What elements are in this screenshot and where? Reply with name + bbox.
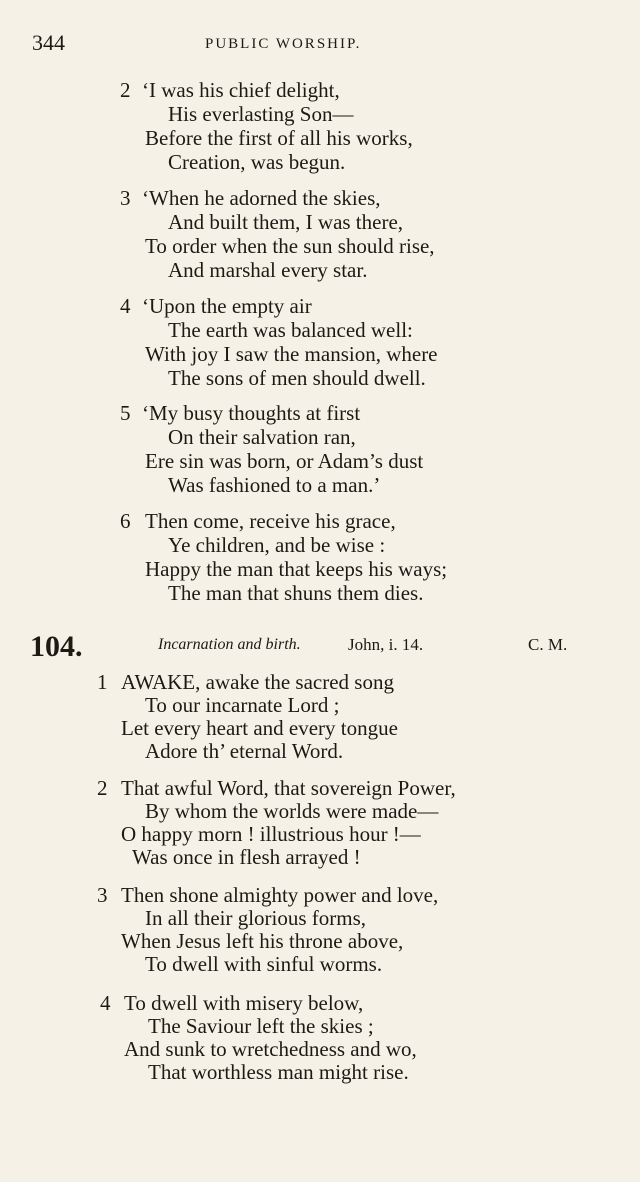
verse-line: That worthless man might rise.	[148, 1060, 409, 1084]
verse-line: His everlasting Son—	[168, 102, 354, 126]
verse-line: O happy morn ! illustrious hour !—	[121, 822, 421, 846]
verse-line: AWAKE, awake the sacred song	[121, 670, 394, 694]
verse-line: And marshal every star.	[168, 258, 368, 282]
verse-line: Ere sin was born, or Adam’s dust	[145, 449, 424, 473]
verse-line: Was once in flesh arrayed !	[132, 845, 361, 869]
running-head: PUBLIC WORSHIP.	[205, 36, 362, 52]
verse-line: Was fashioned to a man.’	[168, 473, 381, 497]
verse-number: 4	[100, 991, 111, 1015]
verse-line: ‘My busy thoughts at first	[142, 401, 361, 425]
verse-number: 5	[120, 401, 131, 425]
verse-number: 2	[97, 776, 108, 800]
page-number: 344	[32, 30, 65, 55]
verse-line: In all their glorious forms,	[145, 906, 367, 930]
verse-line: To dwell with sinful worms.	[145, 952, 383, 976]
hymn-number: 104.	[30, 630, 83, 663]
verse-line: When Jesus left his throne above,	[121, 929, 404, 953]
scripture-reference: John, i. 14.	[348, 635, 424, 654]
verse-line: ‘I was his chief delight,	[142, 78, 340, 102]
hymn-meter: C. M.	[528, 635, 568, 654]
verse-line: On their salvation ran,	[168, 425, 356, 449]
verse-number: 2	[120, 78, 131, 102]
verse-line: Then shone almighty power and love,	[121, 883, 439, 907]
verse-number: 4	[120, 294, 131, 318]
verse-line: ‘Upon the empty air	[142, 294, 312, 318]
verse-line: To order when the sun should rise,	[145, 234, 435, 258]
hymn-heading	[0, 630, 640, 663]
verse-number: 3	[97, 883, 108, 907]
verse-line: By whom the worlds were made—	[145, 799, 439, 823]
verse-number: 3	[120, 186, 131, 210]
verse-line: Creation, was begun.	[168, 150, 346, 174]
verse-line: Then come, receive his grace,	[145, 509, 396, 533]
verse-line: With joy I saw the mansion, where	[145, 342, 438, 366]
verse-number: 6	[120, 509, 131, 533]
verse-line: The sons of men should dwell.	[168, 366, 426, 390]
verse-line: ‘When he adorned the skies,	[142, 186, 381, 210]
verse-line: To our incarnate Lord ;	[145, 693, 340, 717]
verse-line: Adore th’ eternal Word.	[145, 739, 344, 763]
verse-line: That awful Word, that sovereign Power,	[121, 776, 456, 800]
verse-line: To dwell with misery below,	[124, 991, 364, 1015]
hymn-title: Incarnation and birth.	[158, 636, 301, 653]
verse-line: And built them, I was there,	[168, 210, 404, 234]
verse-line: Ye children, and be wise :	[168, 533, 386, 557]
verse-line: Happy the man that keeps his ways;	[145, 557, 448, 581]
verse-line: The earth was balanced well:	[168, 318, 413, 342]
verse-line: The Saviour left the skies ;	[148, 1014, 374, 1038]
verse-line: Before the first of all his works,	[145, 126, 413, 150]
verse-line: The man that shuns them dies.	[168, 581, 424, 605]
verse-line: And sunk to wretchedness and wo,	[124, 1037, 417, 1061]
page-header	[0, 30, 640, 60]
verse-line: Let every heart and every tongue	[121, 716, 398, 740]
verse-number: 1	[97, 670, 108, 694]
